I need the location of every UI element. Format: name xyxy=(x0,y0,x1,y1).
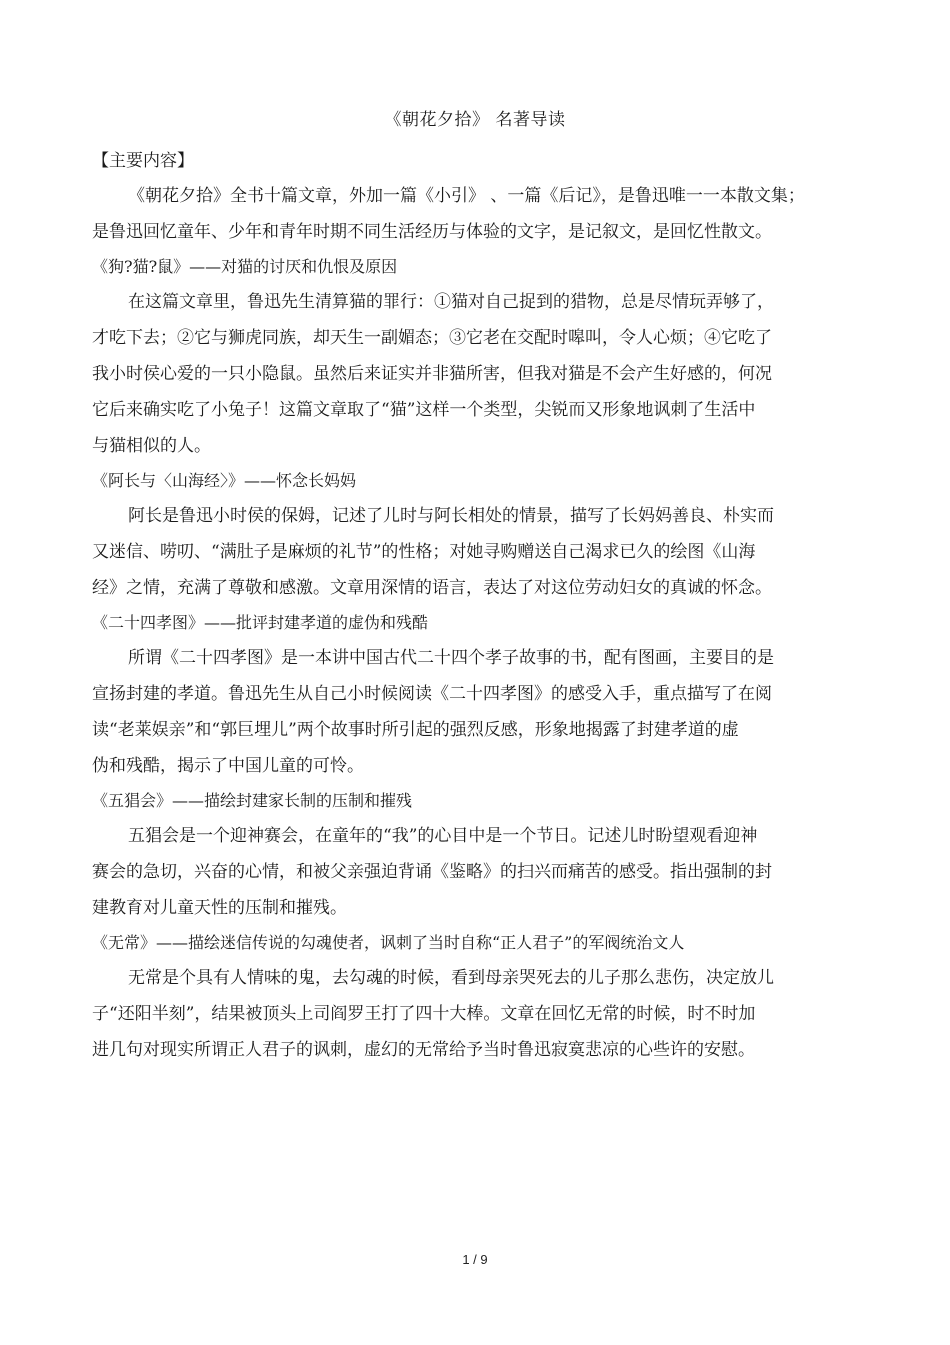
article-section xyxy=(92,464,827,606)
article-line: 伪和残酷，揭示了中国儿童的可怜。 xyxy=(92,756,364,776)
article-line: 阿长是鲁迅小时侯的保姆，记述了儿时与阿长相处的情景，描写了长妈妈善良、朴实而 xyxy=(128,506,774,526)
article-heading: 《二十四孝图》——批评封建孝道的虚伪和残酷 xyxy=(92,613,429,632)
section-label-main-content: 【主要内容】 xyxy=(92,151,194,171)
article-line: 读“老莱娱亲”和“郭巨埋儿”两个故事时所引起的强烈反感，形象地揭露了封建孝道的虚 xyxy=(92,720,739,740)
article-line: 经》之情，充满了尊敬和感激。文章用深情的语言，表达了对这位劳动妇女的真诚的怀念。 xyxy=(92,578,772,598)
article-heading: 《阿长与〈山海经〉》——怀念长妈妈 xyxy=(92,471,357,490)
document-body xyxy=(92,178,827,1068)
article-line: 进几句对现实所谓正人君子的讽刺，虚幻的无常给予当时鲁迅寂寞悲凉的心些许的安慰。 xyxy=(92,1040,755,1060)
intro-line: 《朝花夕拾》全书十篇文章，外加一篇《小引》 、一篇《后记》，是鲁迅唯一一本散文集； xyxy=(128,186,805,206)
article-line: 我小时侯心爱的一只小隐鼠。虽然后来证实并非猫所害，但我对猫是不会产生好感的，何况 xyxy=(92,364,772,384)
article-line: 所谓《二十四孝图》是一本讲中国古代二十四个孝子故事的书，配有图画，主要目的是 xyxy=(128,648,774,668)
article-line: 宣扬封建的孝道。鲁迅先生从自己小时候阅读《二十四孝图》的感受入手，重点描写了在阅 xyxy=(92,684,772,704)
page-number: 1 / 9 xyxy=(462,1252,488,1267)
intro-line: 是鲁迅回忆童年、少年和青年时期不同生活经历与体验的文字，是记叙文，是回忆性散文。 xyxy=(92,222,772,242)
article-heading: 《无常》——描绘迷信传说的勾魂使者，讽刺了当时自称“正人君子”的军阀统治文人 xyxy=(92,933,685,952)
article-section xyxy=(92,606,827,784)
article-line: 建教育对儿童天性的压制和摧残。 xyxy=(92,898,347,918)
article-heading: 《狗?猫?鼠》——对猫的讨厌和仇恨及原因 xyxy=(92,257,398,276)
article-section xyxy=(92,926,827,1068)
article-line: 它后来确实吃了小兔子！这篇文章取了“猫”这样一个类型，尖锐而又形象地讽刺了生活中 xyxy=(92,400,756,420)
document-title: 《朝花夕拾》 名著导读 xyxy=(384,110,566,130)
article-line: 五猖会是一个迎神赛会，在童年的“我”的心目中是一个节日。记述儿时盼望观看迎神 xyxy=(128,826,758,846)
article-line: 无常是个具有人情味的鬼，去勾魂的时候，看到母亲哭死去的儿子那么悲伤，决定放儿 xyxy=(128,968,774,988)
article-line: 才吃下去；②它与狮虎同族，却天生一副媚态；③它老在交配时嗥叫，令人心烦；④它吃了 xyxy=(92,328,772,348)
article-line: 在这篇文章里，鲁迅先生清算猫的罪行：①猫对自己捉到的猎物，总是尽情玩弄够了， xyxy=(128,292,774,312)
intro-paragraph xyxy=(92,178,827,250)
article-line: 又迷信、唠叨、“满肚子是麻烦的礼节”的性格；对她寻购赠送自己渴求已久的绘图《山海 xyxy=(92,542,756,562)
article-heading: 《五猖会》——描绘封建家长制的压制和摧残 xyxy=(92,791,413,810)
article-section xyxy=(92,784,827,926)
article-line: 与猫相似的人。 xyxy=(92,436,211,456)
article-line: 子“还阳半刻”，结果被顶头上司阎罗王打了四十大棒。文章在回忆无常的时候，时不时加 xyxy=(92,1004,756,1024)
article-line: 赛会的急切，兴奋的心情，和被父亲强迫背诵《鉴略》的扫兴而痛苦的感受。指出强制的封 xyxy=(92,862,772,882)
article-section xyxy=(92,250,827,464)
